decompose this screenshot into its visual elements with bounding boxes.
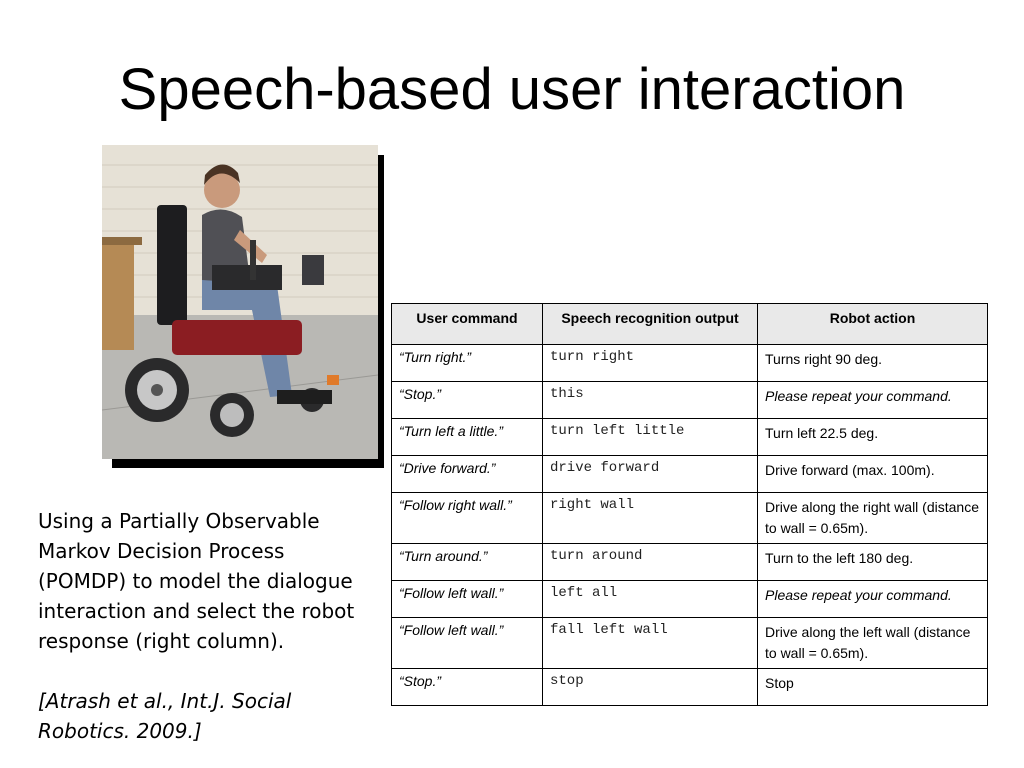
table-row: [392, 382, 988, 419]
user-command-cell: “Stop.”: [392, 669, 543, 706]
command-table: [391, 303, 988, 706]
speech-output-cell: stop: [543, 669, 758, 706]
table-row: [392, 669, 988, 706]
wheelchair-photo: [102, 145, 378, 459]
table-header-row: [392, 304, 988, 345]
robot-action-cell: Stop: [758, 669, 988, 706]
robot-action-cell: Drive forward (max. 100m).: [758, 456, 988, 493]
column-header: Speech recognition output: [543, 304, 758, 345]
user-command-cell: “Turn left a little.”: [392, 419, 543, 456]
speech-output-cell: this: [543, 382, 758, 419]
robot-action-cell: Please repeat your command.: [758, 382, 988, 419]
table-row: [392, 493, 988, 544]
user-command-cell: “Follow right wall.”: [392, 493, 543, 544]
table-row: [392, 456, 988, 493]
user-command-cell: “Follow left wall.”: [392, 581, 543, 618]
speech-output-cell: drive forward: [543, 456, 758, 493]
column-header: User command: [392, 304, 543, 345]
speech-output-cell: turn right: [543, 345, 758, 382]
speech-output-cell: turn around: [543, 544, 758, 581]
table-row: [392, 419, 988, 456]
slide-title: Speech-based user interaction: [118, 57, 906, 122]
user-command-cell: “Follow left wall.”: [392, 618, 543, 669]
robot-action-cell: Turn to the left 180 deg.: [758, 544, 988, 581]
robot-action-cell: Drive along the right wall (distance to wall = 0.65m).: [758, 493, 988, 544]
user-command-cell: “Turn around.”: [392, 544, 543, 581]
speech-output-cell: fall left wall: [543, 618, 758, 669]
robot-action-cell: Turn left 22.5 deg.: [758, 419, 988, 456]
table-row: [392, 581, 988, 618]
speech-output-cell: turn left little: [543, 419, 758, 456]
robot-action-cell: Drive along the left wall (distance to wall = 0.65m).: [758, 618, 988, 669]
caption-text: Using a Partially Observable Markov Decision Process (POMDP) to model the dialogue interaction and select the robot response (right column).: [38, 509, 355, 653]
robot-action-cell: Turns right 90 deg.: [758, 345, 988, 382]
user-command-cell: “Turn right.”: [392, 345, 543, 382]
photo-frame-shadow: [112, 459, 384, 468]
column-header: Robot action: [758, 304, 988, 345]
citation: [Atrash et al., Int.J. Social Robotics. 2009.]: [38, 689, 292, 743]
speech-output-cell: right wall: [543, 493, 758, 544]
caption: [38, 506, 378, 746]
table-row: [392, 345, 988, 382]
speech-output-cell: left all: [543, 581, 758, 618]
table-row: [392, 618, 988, 669]
table-row: [392, 544, 988, 581]
robot-action-cell: Please repeat your command.: [758, 581, 988, 618]
user-command-cell: “Stop.”: [392, 382, 543, 419]
user-command-cell: “Drive forward.”: [392, 456, 543, 493]
photo-frame-shadow: [377, 155, 384, 467]
